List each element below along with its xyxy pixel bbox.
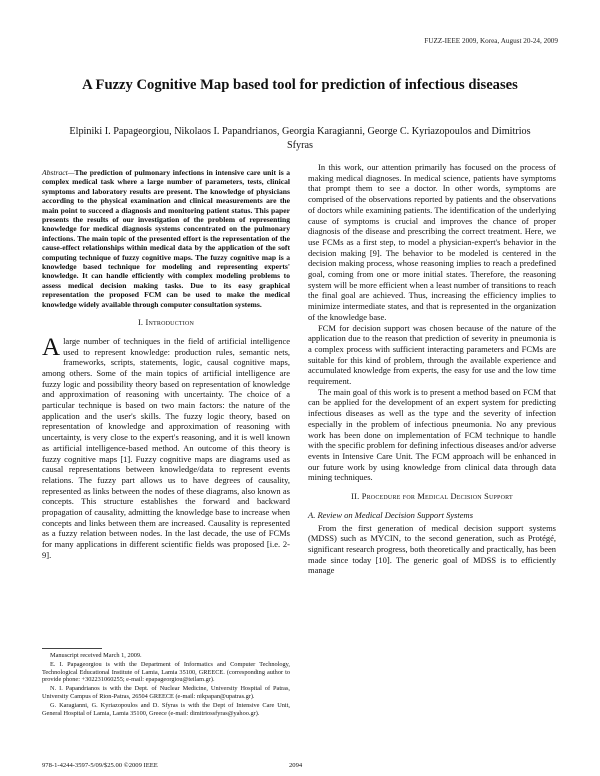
conference-header: FUZZ-IEEE 2009, Korea, August 20-24, 2009 [424, 37, 558, 45]
footnotes [42, 648, 290, 718]
abstract-body: The prediction of pulmonary infections in intensive care unit is a complex medical task where a large number of parameters, tests, clinical symptoms and laboratory results are present. The knowledge of physicians according to the physical examination and clinical measurements are the main point to succeed a diagnosis and monitoring patient status. This paper presents the results of our investigation of the problem of representing knowledge for medical diagnosis systems concentrated on the pulmonary infections. The main topic of the presented effort is the representation of the cause-effect relationships within medical data by the application of the soft computing technique of fuzzy cognitive maps. The fuzzy cognitive map is a knowledge based technique for modeling and representing experts' knowledge. It can handle efficiently with complex modeling problems to assess medical decision making tasks. Due to its easy graphical representation the proposed FCM can be used to make the medical knowledge widely available through computer consultation systems. [42, 168, 290, 309]
intro-paragraph-2: In this work, our attention primarily has focused on the process of making medical diagnoses. In medical science, patients have symptoms that prompt them to see a doctor. In other words, symptoms are comprised of the observations reported by patients and the observations of doctors while examining patients. The identification of the underlying cause of symptoms is crucial and improves the chance of proper diagnosis of the disease and prescribing the correct treatment. Here, we use FCMs as a first step, to model a physician-expert's behavior in the decision making [9]. The behavior to be modeled is centered in the decision making process, whose reasoning implies to reach a predefined goal, coming from one or more initial states. Therefore, the reasoning system will be more efficient when a least number of transitions to reach the final goal are achieved. Thus, increasing the efficiency implies to minimize intermediate states, and that is represented in the organization of the knowledge base. [308, 162, 556, 322]
footnote-received: Manuscript received March 1, 2009. [50, 652, 142, 659]
intro-paragraph-1 [42, 333, 290, 561]
footnote-author-2: N. I. Papandrianos is with the Dept. of Nuclear Medicine, University Hospital of Patras, University Campus of Rion-Patras, 26504 GREECE (e-mail: nikpapan@upatras.gr). [42, 685, 290, 700]
procedure-paragraph-1: From the first generation of medical decision support systems (MDSS) such as MYCIN, to the second generation, such as Protégé, significant research progress, both theoretically and practically, has been made since today [10]. The generic goal of MDSS is to efficiently manage [308, 522, 556, 576]
intro-paragraph-3: FCM for decision support was chosen because of the nature of the application due to the reason that prediction of severity in pneumonia is a complex process with sufficient interacting parameters and FCMs are suitable for this kind of problem, through the available experience and accumulated knowledge from experts, the easy for use and the low time requirement. [308, 322, 556, 387]
footnote-author-1: E. I. Papageorgiou is with the Department of Informatics and Computer Technology, Technological Educational Institute of Lamia, Lamia 35100, GREECE. (corresponding author to provide phone: +302231060255; e-mail: epapageorgiou@teilam.gr). [42, 660, 290, 684]
isbn-footer: 978-1-4244-3597-5/09/$25.00 ©2009 IEEE [42, 762, 158, 769]
page-number: 2094 [289, 762, 303, 769]
subsection-heading: A. Review on Medical Decision Support Systems [308, 509, 474, 520]
right-column [308, 162, 556, 576]
section-heading-introduction: I. Introduction [137, 318, 195, 328]
section-heading-procedure: II. Procedure for Medical Decision Support [351, 492, 513, 502]
left-column [42, 168, 290, 561]
abstract [42, 168, 290, 309]
abstract-lead: Abstract— [42, 168, 75, 177]
intro-paragraph-1-text: large number of techniques in the field of artificial intelligence used to represent knowledge: production rules, semantic nets, frameworks, scripts, statements, logic, causal cognitive maps, among others. Some of the main topics of artificial intelligence are fuzzy logic and possibility theory based on representation of knowledge and approximation of reasoning with uncertainty. The choice of a particular technique is based on two main factors: the nature of the application and the user's skills. The fuzzy logic theory, based on representation of knowledge and approximation of reasoning with uncertainty, is very close to the expert's reasoning, and it is well known as artificial intelligence-based method. An outcome of this theory is fuzzy cognitive maps [1]. Fuzzy cognitive maps are diagrams used as causal representations between knowledge/data to represent events relations. The fuzzy part allows us to have degrees of causality, represented as links between the nodes of these diagrams, also known as concepts. This structure establishes the forward and backward propagation of causality, admitting the knowledge base to increase when concepts and links between them are increased. Causality is represented as a fuzzy relation between nodes. In the last decade, the use of FCMs for many applications in different scientific fields was proposed [i.e. 2-9]. [42, 335, 290, 560]
author-list: Elpiniki I. Papageorgiou, Nikolaos I. Papandrianos, Georgia Karagianni, George C. Kyriazopoulos and Dimitrios Sfyras [69, 126, 531, 151]
drop-cap: A [42, 333, 61, 361]
footnote-author-3: G. Karagianni, G. Kyriazopoulos and D. Sfyras is with the Dept of Intensive Care Unit, General Hospital of Lamia, Lamia 35100, Greece (e-mail: dimitriossfyras@yahoo.gr). [42, 701, 290, 717]
intro-paragraph-4: The main goal of this work is to present a method based on FCM that can be applied for the development of an expert system for predicting infectious diseases as well as the type and the severity of infection especially in the problem of infectious pneumonia. No any previous work has been done on implementation of FCM technique to handle with the specific problem for defining infectious diseases and/or adverse events in Intensive Care Unit. The FCM approach will be enhanced in our future work by using knowledge from clinical data through data mining techniques. [308, 386, 556, 483]
paper-title: A Fuzzy Cognitive Map based tool for prediction of infectious diseases [82, 77, 518, 93]
footnote-rule [42, 648, 102, 649]
